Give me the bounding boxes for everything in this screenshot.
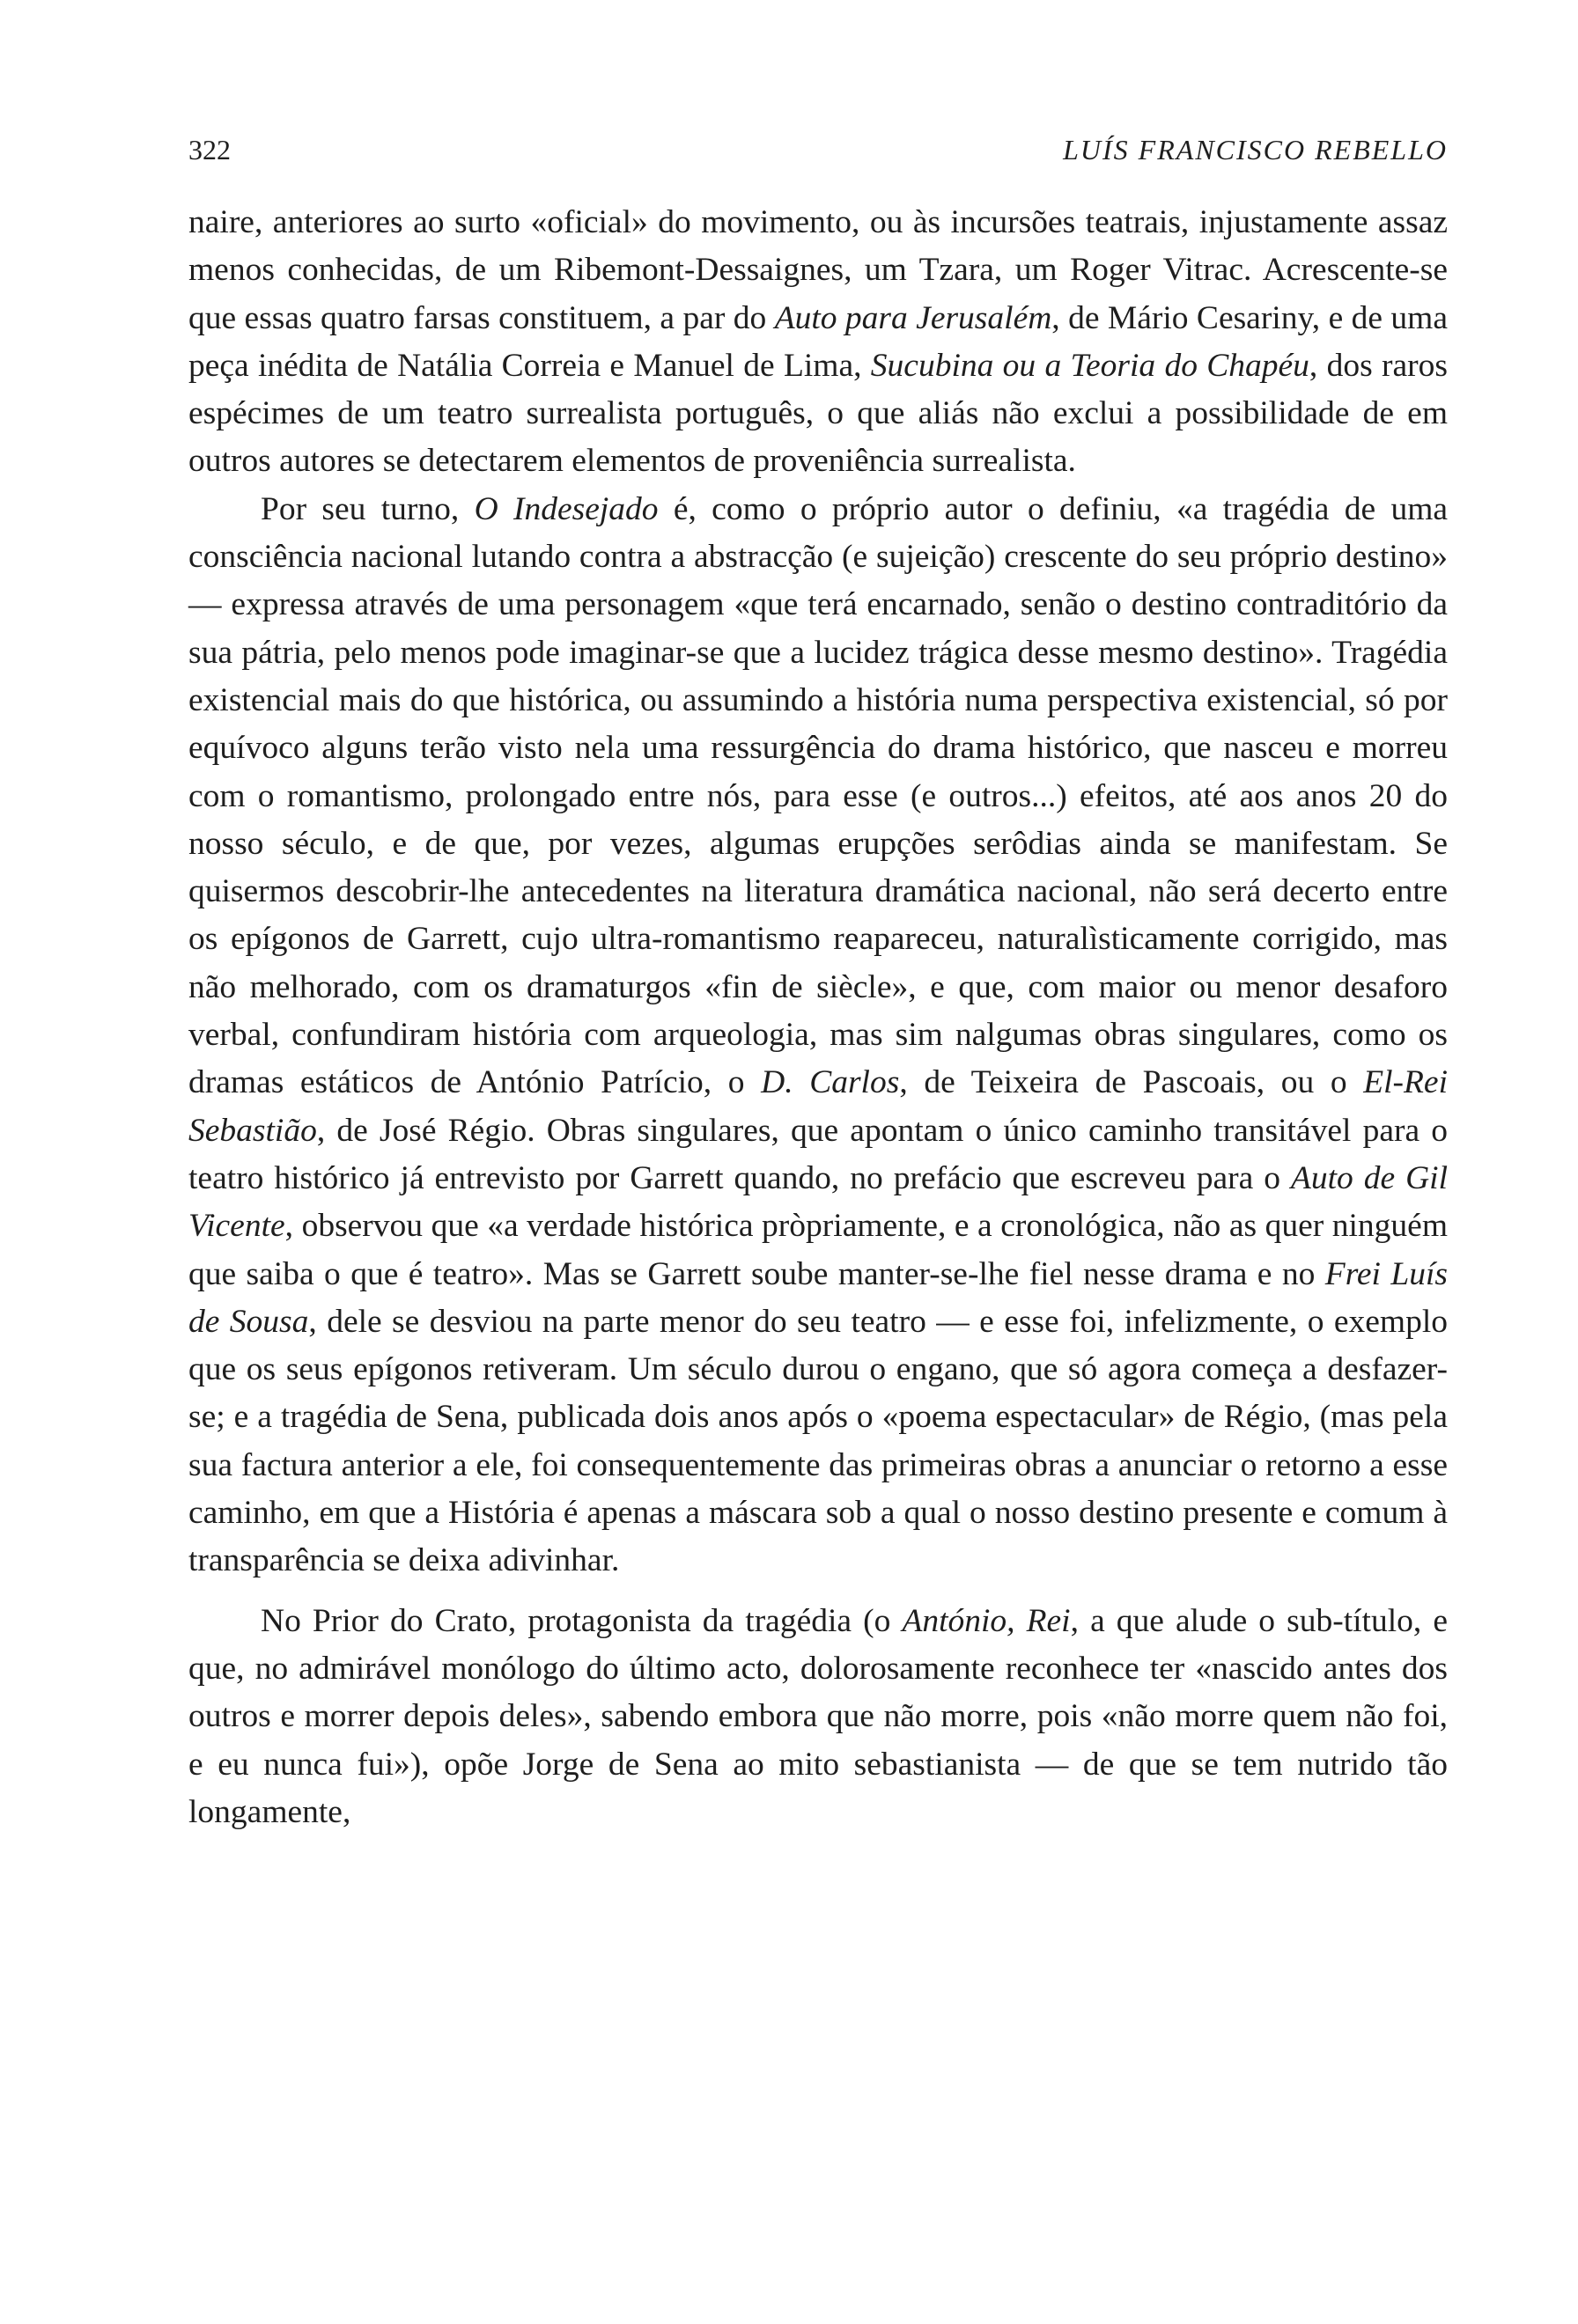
- text-run: , a que alude o sub-título, e que, no admirável monólogo do último acto, dolorosamente reconhece ter «nascido antes dos outros e morrer depois deles», sabendo embora que não morre, pois «não morre quem não foi, e eu nunca fui»), opõe Jorge de Sena ao mito sebastianista — de que se tem nutrido tão longamente,: [188, 1602, 1448, 1830]
- work-title: António, Rei: [902, 1602, 1071, 1639]
- work-title: Auto de Gil Vicente: [188, 1159, 1448, 1245]
- paragraph-1: [188, 199, 1448, 486]
- book-page: [188, 132, 1448, 1836]
- paragraph-3: [188, 1598, 1448, 1836]
- text-run: Por seu turno,: [261, 490, 475, 527]
- text-run: , dos raros espécimes de um teatro surrealista português, o que aliás não exclui a possibilidade de em outros autores se detectarem elementos de proveniência surrealista.: [188, 347, 1448, 480]
- work-title: O Indesejado: [474, 490, 659, 527]
- running-title: LUÍS FRANCISCO REBELLO: [1063, 134, 1448, 165]
- work-title: El-Rei Sebastião: [188, 1064, 1448, 1149]
- page-number: 322: [188, 134, 231, 165]
- text-run: , de Teixeira de Pascoais, ou o: [899, 1064, 1364, 1101]
- work-title: D. Carlos: [761, 1064, 900, 1101]
- body-text: [188, 199, 1448, 1836]
- work-title: Frei Luís de Sousa: [188, 1255, 1449, 1340]
- work-title: Sucubina ou a Teoria do Chapéu: [870, 347, 1309, 384]
- text-run: No Prior do Crato, protagonista da tragédia (o: [261, 1602, 903, 1639]
- paragraph-2: [188, 486, 1448, 1585]
- text-run: , dele se desviou na parte menor do seu teatro — e esse foi, infelizmente, o exemplo que os seus epígonos retiveram. Um século durou o engano, que só agora começa a desfazer-se; e a tragédia de Sena, publicada dois anos após o «poema espectacular» de Régio, (mas pela sua factura anterior a ele, foi consequentemente das primeiras obras a anunciar o retorno a esse caminho, em que a História é apenas a máscara sob a qual o nosso destino presente e comum à transparência se deixa adivinhar.: [188, 1303, 1448, 1579]
- work-title: Auto para Jerusalém: [774, 299, 1052, 336]
- text-run: , de José Régio. Obras singulares, que apontam o único caminho transitável para o teatro histórico já entrevisto por Garrett quando, no prefácio que escreveu para o: [188, 1112, 1448, 1196]
- text-run: é, como o próprio autor o definiu, «a tragédia de uma consciência nacional lutando contra a abstracção (e sujeição) crescente do seu próprio destino» — expressa através de uma personagem «que terá encarnado, senão o destino contraditório da sua pátria, pelo menos pode imaginar-se que a lucidez trágica desse mesmo destino». Tragédia existencial mais do que histórica, ou assumindo a história numa perspectiva existencial, só por equívoco alguns terão visto nela uma ressurgência do drama histórico, que nasceu e morreu com o romantismo, prolongado entre nós, para esse (e outros...) efeitos, até aos anos 20 do nosso século, e de que, por vezes, algumas erupções serôdias ainda se manifestam. Se quisermos descobrir-lhe antecedentes na literatura dramática nacional, não será decerto entre os epígonos de Garrett, cujo ultra-romantismo reapareceu, naturalìsticamente corrigido, mas não melhorado, com os dramaturgos «fin de siècle», e que, com maior ou menor desaforo verbal, confundiram história com arqueologia, mas sim nalgumas obras singulares, como os dramas estáticos de António Patrício, o: [188, 490, 1449, 1101]
- text-run: , de Mário Cesariny, e de uma peça inédita de Natália Correia e Manuel de Lima,: [188, 299, 1448, 384]
- running-header: [188, 132, 1448, 167]
- text-run: naire, anteriores ao surto «oficial» do movimento, ou às incursões teatrais, injustamente assaz menos conhecidas, de um Ribemont-Dessaignes, um Tzara, um Roger Vitrac. Acrescente-se que essas quatro farsas constituem, a par do: [188, 204, 1448, 336]
- text-run: , observou que «a verdade histórica pròpriamente, e a cronológica, não as quer ninguém que saiba o que é teatro». Mas se Garrett soube manter-se-lhe fiel nesse drama e no: [188, 1208, 1448, 1292]
